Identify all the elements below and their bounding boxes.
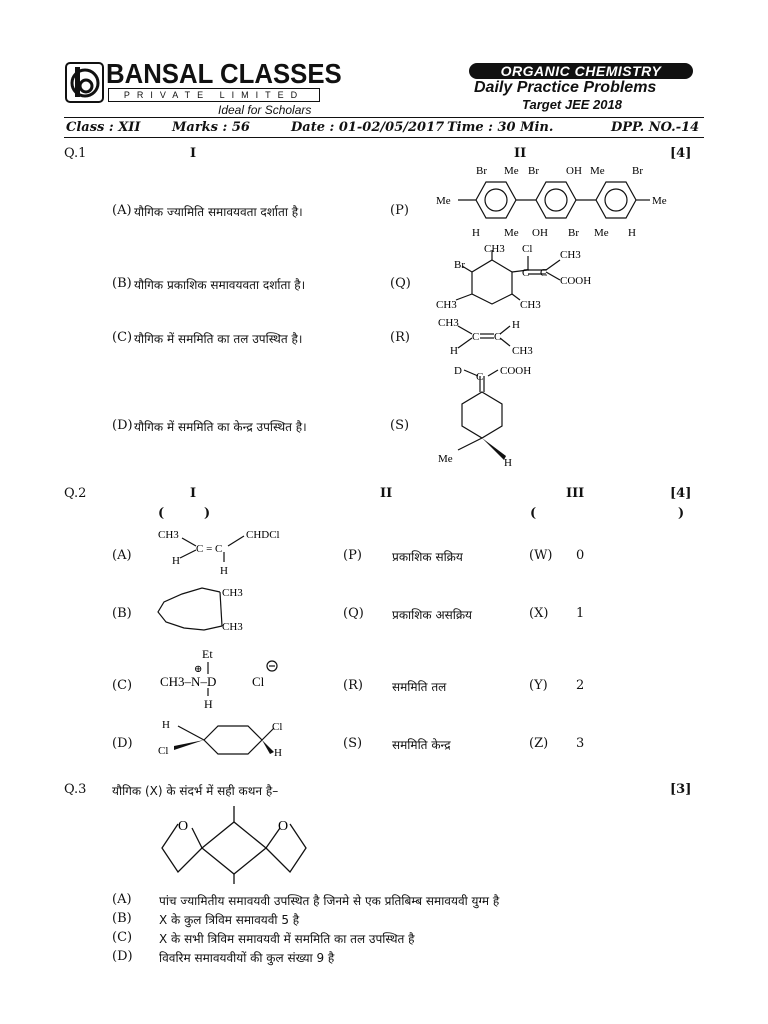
s-cooh: COOH	[500, 365, 532, 377]
q2b-ch3-top: CH3	[222, 587, 243, 599]
s-me: Me	[438, 453, 453, 465]
q2c-h: H	[204, 697, 213, 710]
q3-o-right: O	[278, 819, 289, 834]
q2-p-text: प्रकाशिक सक्रिय	[392, 550, 463, 564]
q2c-ch3-n-d: CH3–N–D	[160, 674, 217, 689]
q2-number: Q.2	[64, 486, 87, 501]
q-ch3-right: CH3	[560, 249, 581, 261]
structure-r	[436, 314, 546, 358]
q2-s-text: सममिति केन्द्र	[392, 738, 451, 752]
q2d-cl-right: Cl	[272, 721, 283, 733]
q3-number: Q.3	[64, 782, 87, 797]
r-ch3-left: CH3	[438, 317, 459, 329]
q3-b-key: (B)	[112, 911, 132, 926]
p-me-left: Me	[436, 195, 451, 207]
q1-number: Q.1	[64, 146, 87, 161]
structure-q2-c	[156, 644, 286, 710]
q2-w-value: 0	[576, 548, 585, 563]
q2-b-key: (B)	[112, 606, 132, 621]
class-info: Class : XII	[66, 120, 141, 135]
q2-q-text: प्रकाशिक असक्रिय	[392, 608, 473, 622]
q2-x-key: (X)	[529, 606, 549, 621]
r-ch3-right: CH3	[512, 345, 533, 357]
structure-q	[436, 240, 606, 312]
subject-badge: ORGANIC CHEMISTRY	[469, 63, 693, 79]
q2-p-key: (P)	[343, 548, 362, 563]
p-me-3: Me	[504, 227, 519, 239]
r-h-left: H	[450, 345, 458, 357]
p-oh-1: OH	[566, 165, 582, 177]
q2b-ch3-bottom: CH3	[222, 621, 243, 633]
q2-w-key: (W)	[529, 548, 553, 563]
q2-column-i: I	[190, 486, 197, 501]
q1-b-text: यौगिक प्रकाशिक समावयवता दर्शाता है।	[134, 278, 306, 292]
s-h: H	[504, 457, 512, 469]
q2-paren-open-1: (	[158, 506, 165, 521]
q2a-chdcl: CHDCl	[246, 529, 280, 541]
q2c-et: Et	[202, 647, 213, 661]
p-br-1: Br	[476, 165, 487, 177]
q1-r-key: (R)	[390, 330, 410, 345]
s-c: C	[476, 371, 484, 383]
p-br-2: Br	[528, 165, 539, 177]
p-me-2: Me	[590, 165, 605, 177]
structure-q3-dispiro	[156, 804, 316, 884]
q2a-h-left: H	[172, 555, 180, 567]
q1-c-key: (C)	[112, 330, 133, 345]
q-cl: Cl	[522, 243, 533, 255]
q2-paren-close-1: )	[204, 506, 211, 521]
q-ch3-top: CH3	[484, 243, 505, 255]
q2-d-key: (D)	[112, 736, 133, 751]
q1-column-ii: II	[514, 146, 527, 161]
q2-z-key: (Z)	[529, 736, 549, 751]
dpp-title: Daily Practice Problems	[474, 79, 657, 96]
q1-p-key: (P)	[390, 203, 409, 218]
q2a-ch3: CH3	[158, 529, 179, 541]
q2a-c-eq-c: C = C	[196, 543, 223, 555]
q2-y-value: 2	[576, 678, 585, 693]
q2-c-key: (C)	[112, 678, 133, 693]
s-d: D	[454, 365, 462, 377]
p-oh-2: OH	[532, 227, 548, 239]
structure-p-terphenyl	[436, 160, 676, 244]
q2-z-value: 3	[576, 736, 585, 751]
p-me-4: Me	[594, 227, 609, 239]
brand-name: BANSAL CLASSES	[106, 58, 342, 89]
q2c-cl: Cl	[252, 674, 265, 689]
q-ch3-bottom-right: CH3	[520, 299, 541, 311]
header-top-rule	[64, 117, 704, 118]
q3-o-left: O	[178, 819, 189, 834]
r-c2: C	[494, 331, 502, 343]
bansal-logo-icon	[65, 62, 105, 104]
r-h-right: H	[512, 319, 520, 331]
marks-info: Marks : 56	[172, 120, 250, 135]
dpp-number: DPP. NO.-14	[611, 120, 700, 135]
q3-a-text: पांच ज्यामितीय समावयवी उपस्थित है जिनमे से एक प्रतिबिम्ब समावयवी युग्म है	[159, 894, 500, 908]
q2-x-value: 1	[576, 606, 585, 621]
p-me-1: Me	[504, 165, 519, 177]
q3-d-text: विवरिम समावयवीयों की कुल संख्या 9 है	[159, 951, 335, 965]
q1-column-i: I	[190, 146, 197, 161]
q1-d-key: (D)	[112, 418, 133, 433]
q3-question: यौगिक (X) के संदर्भ में सही कथन है–	[112, 784, 279, 798]
q3-b-text: X के कुल त्रिविम समावयवी 5 है	[159, 913, 300, 927]
q2-column-iii: III	[566, 486, 585, 501]
r-c1: C	[472, 331, 480, 343]
q2-column-ii: II	[380, 486, 393, 501]
q2-r-text: सममिति तल	[392, 680, 447, 694]
q2d-h-right: H	[274, 747, 282, 759]
q-c2: C	[540, 267, 548, 279]
q2-q-key: (Q)	[343, 606, 364, 621]
q2-y-key: (Y)	[529, 678, 548, 693]
q-cooh: COOH	[560, 275, 592, 287]
q1-a-key: (A)	[112, 203, 132, 218]
q1-s-key: (S)	[390, 418, 410, 433]
q1-b-key: (B)	[112, 276, 132, 291]
target-text: Target JEE 2018	[522, 97, 622, 112]
q1-d-text: यौगिक में सममिति का केन्द्र उपस्थित है।	[134, 420, 307, 434]
q-ch3-bottom-left: CH3	[436, 299, 457, 311]
q2a-h-bottom: H	[220, 565, 228, 576]
q2-paren-open-2: (	[530, 506, 537, 521]
q2-paren-close-2: )	[678, 506, 685, 521]
q2d-cl-left: Cl	[158, 745, 169, 757]
q3-a-key: (A)	[112, 892, 132, 907]
q2-s-key: (S)	[343, 736, 363, 751]
q-c1: C	[522, 267, 530, 279]
structure-q2-d	[158, 714, 298, 764]
q-br: Br	[454, 259, 465, 271]
header-bottom-rule	[64, 137, 704, 138]
q2c-plus-sign: ⊕	[194, 664, 203, 675]
tagline: Ideal for Scholars	[218, 103, 312, 117]
p-me-right: Me	[652, 195, 667, 207]
q3-c-text: X के सभी त्रिविम समावयवी में सममिति का तल उपस्थित है	[159, 932, 415, 946]
brand-sub-box	[108, 88, 320, 102]
brand-sub: PRIVATE LIMITED	[123, 90, 305, 100]
p-h-1: H	[472, 227, 480, 239]
q3-c-key: (C)	[112, 930, 133, 945]
p-br-4: Br	[568, 227, 579, 239]
q1-marks: [4]	[670, 146, 692, 161]
q2d-h-left: H	[162, 719, 170, 731]
q1-q-key: (Q)	[390, 276, 411, 291]
structure-q2-b	[152, 580, 262, 636]
time-info: Time : 30 Min.	[447, 120, 554, 135]
q1-a-text: यौगिक ज्यामिति समावयवता दर्शाता है।	[134, 205, 303, 219]
structure-s	[436, 362, 556, 470]
structure-q2-a	[158, 524, 298, 576]
p-br-3: Br	[632, 165, 643, 177]
q2-r-key: (R)	[343, 678, 363, 693]
q1-c-text: यौगिक में सममिति का तल उपस्थित है।	[134, 332, 303, 346]
q3-marks: [3]	[670, 782, 692, 797]
q2-marks: [4]	[670, 486, 692, 501]
date-info: Date : 01-02/05/2017	[291, 120, 445, 135]
p-h-2: H	[628, 227, 636, 239]
q2-a-key: (A)	[112, 548, 132, 563]
q3-d-key: (D)	[112, 949, 133, 964]
